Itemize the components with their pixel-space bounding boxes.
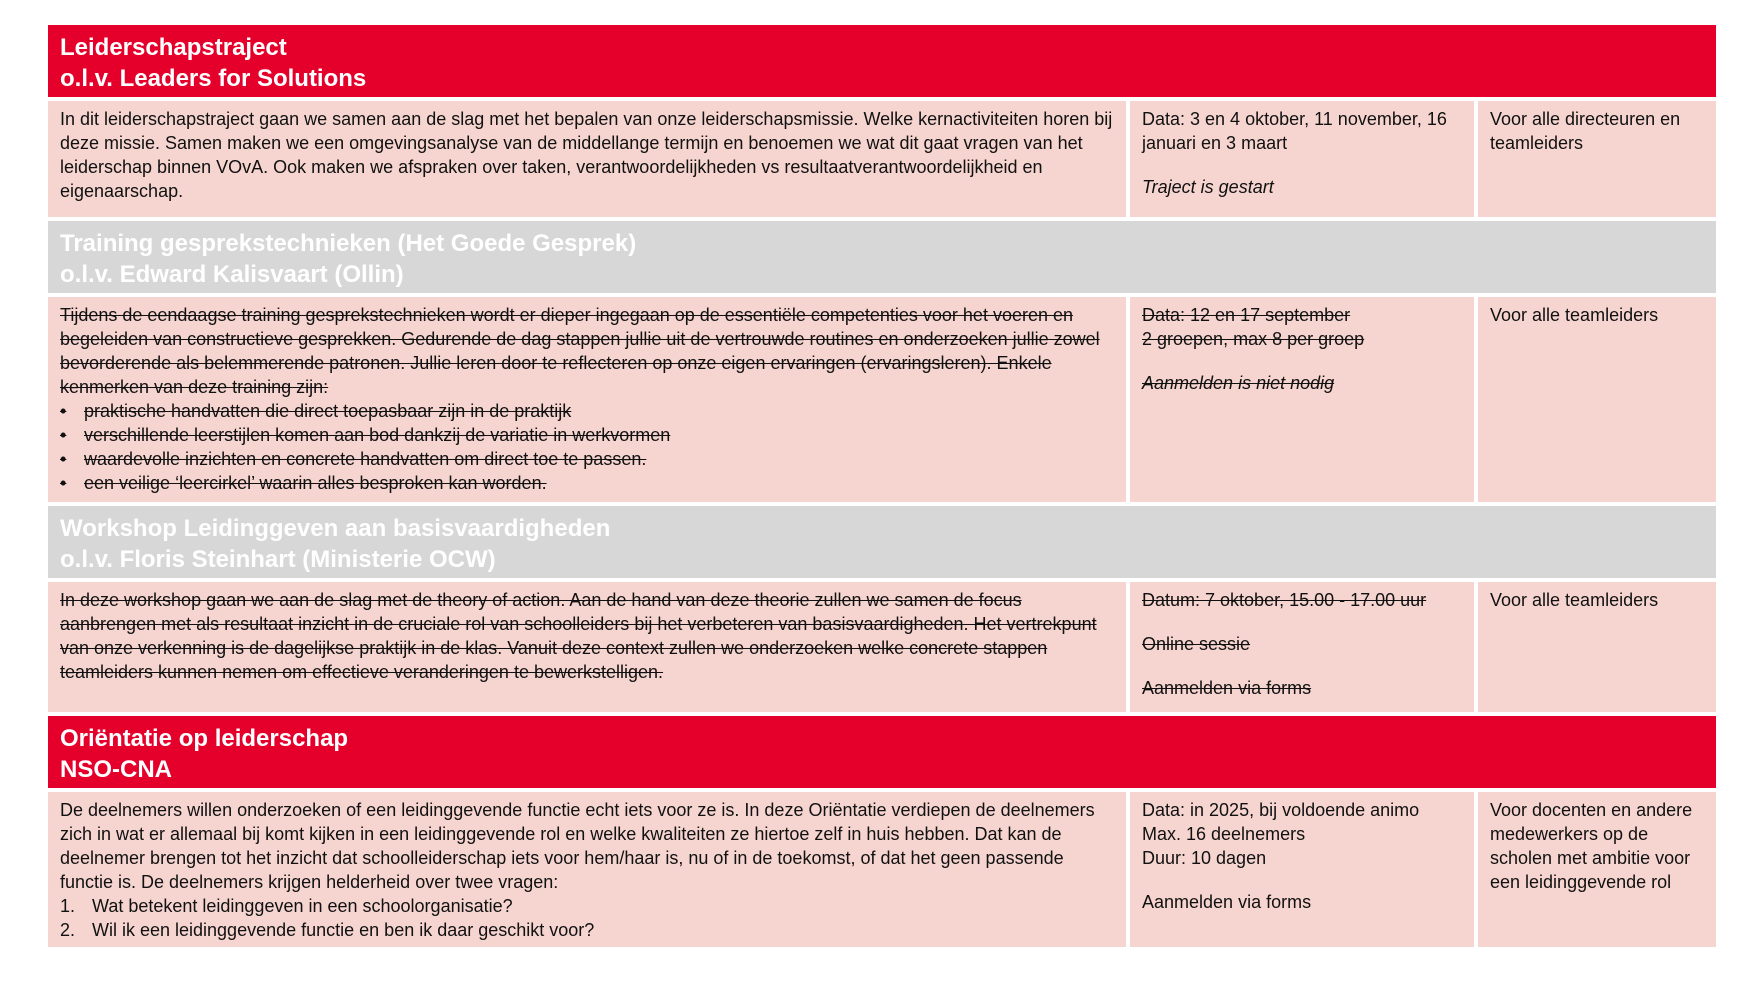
section-title: Leiderschapstraject	[60, 34, 287, 61]
mode-text: Online sessie	[1142, 634, 1251, 654]
programme-table	[48, 25, 1716, 951]
schedule-cell	[1130, 582, 1474, 712]
audience-text: Voor alle teamleiders	[1490, 305, 1659, 325]
description-cell	[48, 297, 1126, 502]
section-title: Workshop Leidinggeven aan basisvaardigheden	[60, 515, 611, 542]
list-item-text: Wil ik een leidinggevende functie en ben ik daar geschikt voor?	[92, 920, 595, 940]
description-cell	[48, 792, 1126, 947]
description-text: De deelnemers willen onderzoeken of een leidinggevende functie echt iets voor ze is. In deze Oriëntatie verdiepen de deelnemers zich in wat er allemaal bij komt kijken in een leidinggevende rol en welke kwaliteiten ze hiertoe zelf in huis hebben. Dat kan de deelnemer brengen tot het inzicht dat schoolleiderschap iets voor hem/haar is, nu of in de toekomst, of dat het geen passende functie is. De deelnemers krijgen helderheid over twee vragen:	[60, 800, 1095, 892]
list-item	[60, 423, 1114, 447]
schedule-cell	[1130, 101, 1474, 217]
audience-cell	[1478, 297, 1716, 502]
audience-text: Voor docenten en andere medewerkers op de scholen met ambitie voor een leidinggevende rol	[1490, 800, 1693, 892]
schedule-cell	[1130, 297, 1474, 502]
list-item-text: praktische handvatten die direct toepasbaar zijn in de praktijk	[84, 401, 572, 421]
list-number: 1.	[60, 896, 76, 916]
section-header-gesprekstechnieken	[48, 221, 1716, 293]
list-item	[60, 894, 1114, 918]
dates-text: Datum: 7 oktober, 15.00 - 17.00 uur	[1142, 590, 1427, 610]
groups-text: 2 groepen, max 8 per groep	[1142, 329, 1365, 349]
dates-text: Data: 3 en 4 oktober, 11 november, 16 januari en 3 maart	[1142, 109, 1447, 153]
section-subtitle: NSO-CNA	[60, 756, 172, 783]
status-text: Aanmelden is niet nodig	[1142, 373, 1335, 393]
section-row-gesprekstechnieken	[48, 297, 1716, 502]
list-item	[60, 918, 1114, 942]
dates-text: Data: 12 en 17 september	[1142, 305, 1351, 325]
section-title: Oriëntatie op leiderschap	[60, 725, 349, 752]
description-cell	[48, 101, 1126, 217]
list-number: 2.	[60, 920, 76, 940]
audience-cell	[1478, 792, 1716, 947]
section-header-basisvaardigheden	[48, 506, 1716, 578]
max-text: Max. 16 deelnemers	[1142, 824, 1306, 844]
description-text: Tijdens de eendaagse training gesprekstechnieken wordt er dieper ingegaan op de essentiële competenties voor het voeren en begeleiden van constructieve gesprekken. Gedurende de dag stappen jullie uit de vertrouwde routines en onderzoeken jullie zowel bevorderende als belemmerende patronen. Jullie leren door te reflecteren op onze eigen ervaringen (ervaringsleren). Enkele kenmerken van deze training zijn:	[60, 305, 1100, 397]
schedule-cell	[1130, 792, 1474, 947]
audience-text: Voor alle directeuren en teamleiders	[1490, 109, 1681, 153]
list-item-text: een veilige ‘leercirkel’ waarin alles besproken kan worden.	[84, 473, 547, 493]
status-text: Aanmelden via forms	[1142, 892, 1312, 912]
section-title: Training gesprekstechnieken (Het Goede Gesprek)	[60, 230, 637, 257]
audience-cell	[1478, 582, 1716, 712]
status-text: Aanmelden via forms	[1142, 678, 1312, 698]
section-row-orientatie	[48, 792, 1716, 947]
description-cell	[48, 582, 1126, 712]
audience-text: Voor alle teamleiders	[1490, 590, 1659, 610]
list-item-text: verschillende leerstijlen komen aan bod dankzij de variatie in werkvormen	[84, 425, 671, 445]
list-item-text: Wat betekent leidinggeven in een schoolorganisatie?	[92, 896, 513, 916]
list-item	[60, 399, 1114, 423]
audience-cell	[1478, 101, 1716, 217]
bullet-mark: •	[60, 473, 67, 493]
dates-text: Data: in 2025, bij voldoende animo	[1142, 800, 1420, 820]
section-row-basisvaardigheden	[48, 582, 1716, 712]
section-subtitle: o.l.v. Floris Steinhart (Ministerie OCW)	[60, 546, 496, 573]
description-text: In deze workshop gaan we aan de slag met de theory of action. Aan de hand van deze theorie zullen we samen de focus aanbrengen met als resultaat inzicht in de cruciale rol van schoolleiders bij het verbeteren van basisvaardigheden. Het vertrekpunt van onze verkenning is de dagelijkse praktijk in de klas. Vanuit deze context zullen we onderzoeken welke concrete stappen teamleiders kunnen nemen om effectieve veranderingen te bewerkstelligen.	[60, 590, 1097, 682]
section-header-orientatie	[48, 716, 1716, 788]
section-row-leiderschapstraject	[48, 101, 1716, 217]
section-subtitle: o.l.v. Leaders for Solutions	[60, 65, 367, 92]
status-text: Traject is gestart	[1142, 177, 1274, 197]
section-subtitle: o.l.v. Edward Kalisvaart (Ollin)	[60, 261, 404, 288]
description-text: In dit leiderschapstraject gaan we samen aan de slag met het bepalen van onze leiderschapsmissie. Welke kernactiviteiten horen bij deze missie. Samen maken we een omgevingsanalyse van de middellange termijn en benoemen we wat dit gaat vragen van het leiderschap binnen VOvA. Ook maken we afspraken over taken, verantwoordelijkheden vs resultaatverantwoordelijkheid en eigenaarschap.	[60, 109, 1113, 201]
list-item	[60, 447, 1114, 471]
list-item-text: waardevolle inzichten en concrete handvatten om direct toe te passen.	[84, 449, 647, 469]
section-header-leiderschapstraject	[48, 25, 1716, 97]
bullet-mark: •	[60, 449, 67, 469]
duration-text: Duur: 10 dagen	[1142, 848, 1267, 868]
bullet-mark: •	[60, 401, 67, 421]
list-item	[60, 471, 1114, 495]
bullet-mark: •	[60, 425, 67, 445]
